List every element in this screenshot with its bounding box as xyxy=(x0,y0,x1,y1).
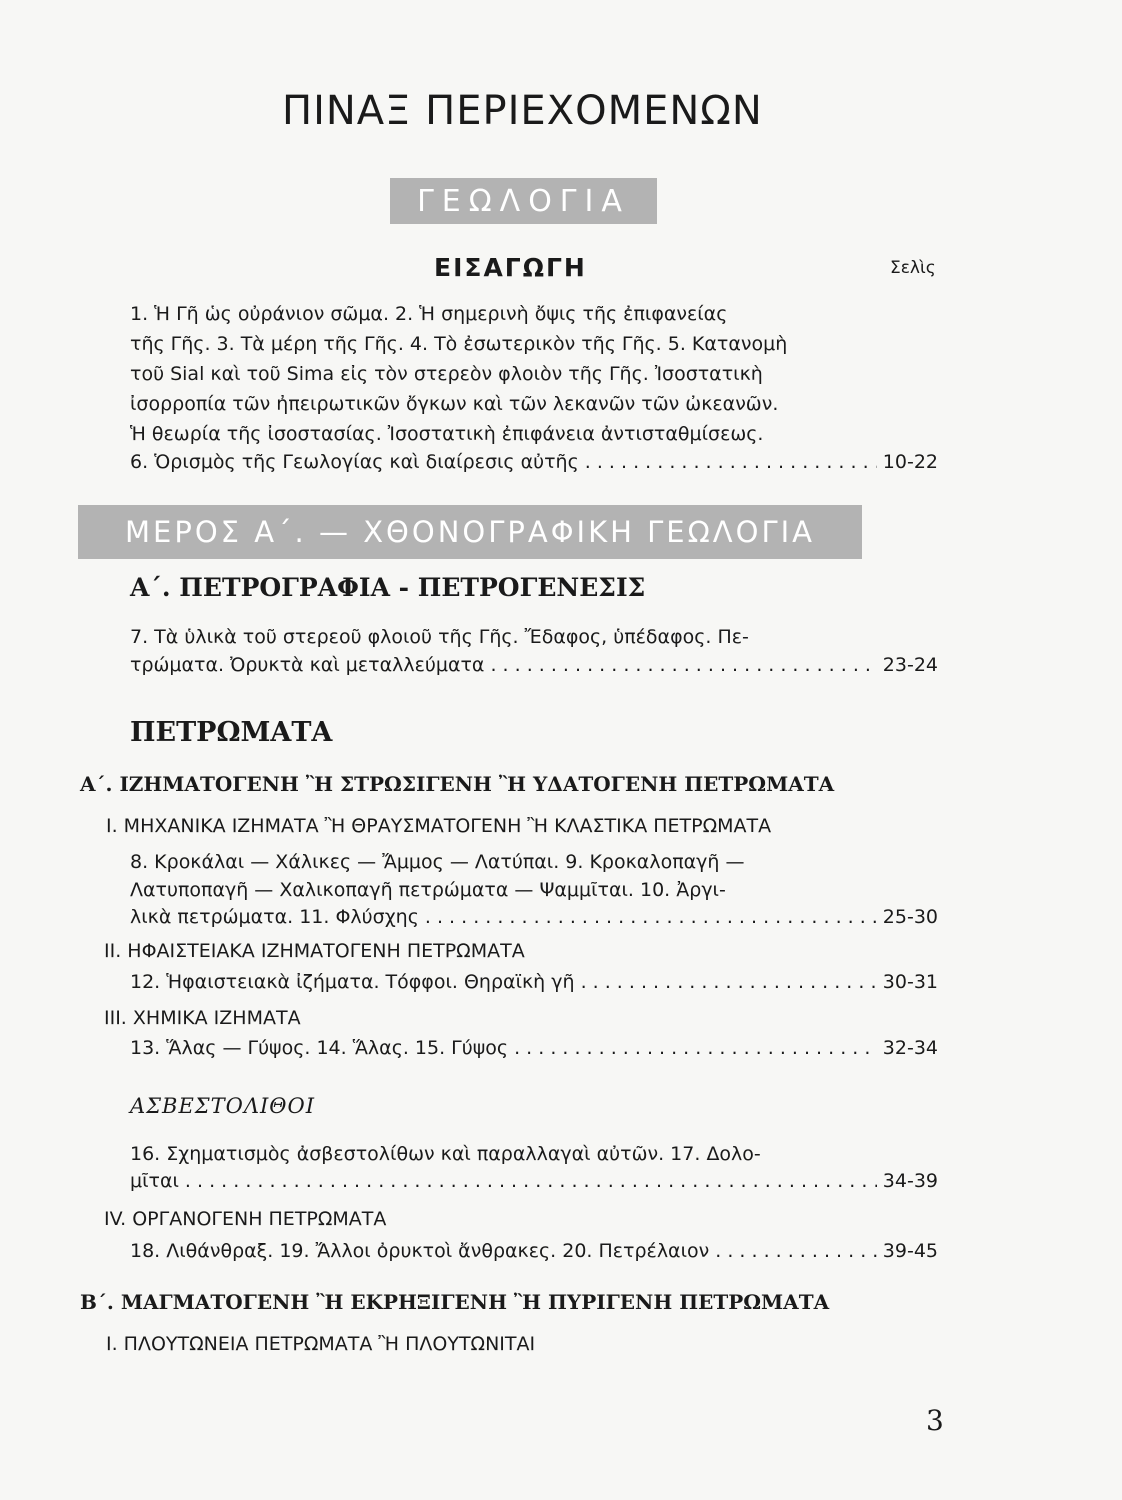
page-number: 3 xyxy=(926,1404,944,1437)
entry-text: τρώματα. Ὀρυκτὰ καὶ μεταλλεύματα xyxy=(130,654,485,676)
leader-dots xyxy=(581,971,877,993)
leader-dots xyxy=(514,1037,877,1059)
entry-pages: 39-45 xyxy=(882,1240,938,1262)
petrography-line-1: 7. Τὰ ὑλικὰ τοῦ στερεοῦ φλοιοῦ τῆς Γῆς. Ἔδαφος, ὑπέδαφος. Πε- xyxy=(130,626,749,648)
intro-line-5: Ἡ θεωρία τῆς ἰσοστασίας. Ἰσοστατικὴ ἐπιφάνεια ἀντισταθμίσεως. xyxy=(130,423,764,445)
limestones-entry xyxy=(130,1170,938,1192)
volcanic-entry xyxy=(130,971,938,993)
mechanical-entry xyxy=(130,906,938,928)
intro-line-2: τῆς Γῆς. 3. Τὰ μέρη τῆς Γῆς. 4. Τὸ ἐσωτερικὸν τῆς Γῆς. 5. Κατανομὴ xyxy=(130,333,788,355)
rocks-heading: ΠΕΤΡΩΜΑΤΑ xyxy=(130,717,333,748)
organic-entry xyxy=(130,1240,938,1262)
entry-text: λικὰ πετρώματα. 11. Φλύσχης xyxy=(130,906,419,928)
intro-line-4: ἰσορροπία τῶν ἠπειρωτικῶν ὄγκων καὶ τῶν λεκανῶν τῶν ὠκεανῶν. xyxy=(130,393,779,415)
petrography-entry xyxy=(130,654,938,676)
entry-text: 6. Ὁρισμὸς τῆς Γεωλογίας καὶ διαίρεσις αὐτῆς xyxy=(130,451,579,473)
leader-dots xyxy=(185,1170,877,1192)
magmatic-heading: Β΄. ΜΑΓΜΑΤΟΓΕΝΗ Ἢ ΕΚΡΗΞΙΓΕΝΗ Ἢ ΠΥΡΙΓΕΝΗ ΠΕΤΡΩΜΑΤΑ xyxy=(80,1290,830,1314)
leader-dots xyxy=(715,1240,877,1262)
limestones-heading: ΑΣΒΕΣΤΟΛΙΘΟΙ xyxy=(130,1094,316,1118)
entry-pages: 23-24 xyxy=(882,654,938,676)
entry-text: μῖται xyxy=(130,1170,179,1192)
volcanic-heading: ΙΙ. ΗΦΑΙΣΤΕΙΑΚΑ ΙΖΗΜΑΤΟΓΕΝΗ ΠΕΤΡΩΜΑΤΑ xyxy=(104,940,525,962)
entry-text: 13. Ἅλας — Γύψος. 14. Ἅλας. 15. Γύψος xyxy=(130,1037,509,1059)
intro-heading: ΕΙΣΑΓΩΓΗ xyxy=(434,253,587,282)
entry-pages: 34-39 xyxy=(882,1170,938,1192)
part-a-banner: ΜΕΡΟΣ Α΄. — ΧΘΟΝΟΓΡΑΦΙΚΗ ΓΕΩΛΟΓΙΑ xyxy=(78,505,862,559)
entry-text: 12. Ἡφαιστειακὰ ἰζήματα. Τόφφοι. Θηραϊκὴ γῆ xyxy=(130,971,575,993)
page-column-label: Σελὶς xyxy=(890,258,936,278)
chemical-heading: ΙΙΙ. ΧΗΜΙΚΑ ΙΖΗΜΑΤΑ xyxy=(104,1007,301,1029)
sedimentary-heading: Α΄. ΙΖΗΜΑΤΟΓΕΝΗ Ἢ ΣΤΡΩΣΙΓΕΝΗ Ἢ ΥΔΑΤΟΓΕΝΗ ΠΕΤΡΩΜΑΤΑ xyxy=(80,772,835,796)
mechanical-line-2: Λατυποπαγῆ — Χαλικοπαγῆ πετρώματα — Ψαμμῖται. 10. Ἀργι- xyxy=(130,879,726,901)
intro-line-1: 1. Ἡ Γῆ ὡς οὐράνιον σῶμα. 2. Ἡ σημερινὴ ὄψις τῆς ἐπιφανείας xyxy=(130,303,728,325)
entry-pages: 32-34 xyxy=(882,1037,938,1059)
organic-heading: IV. ΟΡΓΑΝΟΓΕΝΗ ΠΕΤΡΩΜΑΤΑ xyxy=(104,1208,387,1230)
entry-text: 18. Λιθάνθραξ. 19. Ἄλλοι ὀρυκτοὶ ἄνθρακες. 20. Πετρέλαιον xyxy=(130,1240,710,1262)
mechanical-heading: Ι. ΜΗΧΑΝΙΚΑ ΙΖΗΜΑΤΑ Ἢ ΘΡΑΥΣΜΑΤΟΓΕΝΗ Ἢ ΚΛΑΣΤΙΚΑ ΠΕΤΡΩΜΑΤΑ xyxy=(106,815,772,837)
petrography-heading: Α΄. ΠΕΤΡΟΓΡΑΦΙΑ - ΠΕΤΡΟΓΕΝΕΣΙΣ xyxy=(130,573,646,602)
geology-banner: ΓΕΩΛΟΓΙΑ xyxy=(390,178,657,224)
entry-pages: 25-30 xyxy=(882,906,938,928)
intro-line-3: τοῦ Sial καὶ τοῦ Sima εἰς τὸν στερεὸν φλοιὸν τῆς Γῆς. Ἰσοστατικὴ xyxy=(130,363,763,385)
plutonic-heading: Ι. ΠΛΟΥΤΩΝΕΙΑ ΠΕΤΡΩΜΑΤΑ Ἢ ΠΛΟΥΤΩΝΙΤΑΙ xyxy=(106,1333,536,1355)
leader-dots xyxy=(490,654,876,676)
intro-entry-6 xyxy=(130,451,938,473)
chemical-entry xyxy=(130,1037,938,1059)
page-title: ΠΙΝΑΞ ΠΕΡΙΕΧΟΜΕΝΩΝ xyxy=(282,88,763,134)
mechanical-line-1: 8. Κροκάλαι — Χάλικες — Ἄμμος — Λατύπαι. 9. Κροκαλοπαγῆ — xyxy=(130,851,745,873)
leader-dots xyxy=(425,906,877,928)
limestones-line-1: 16. Σχηματισμὸς ἀσβεστολίθων καὶ παραλλαγαὶ αὐτῶν. 17. Δολο- xyxy=(130,1143,761,1165)
leader-dots xyxy=(585,451,877,473)
entry-pages: 30-31 xyxy=(882,971,938,993)
entry-pages: 10-22 xyxy=(882,451,938,473)
